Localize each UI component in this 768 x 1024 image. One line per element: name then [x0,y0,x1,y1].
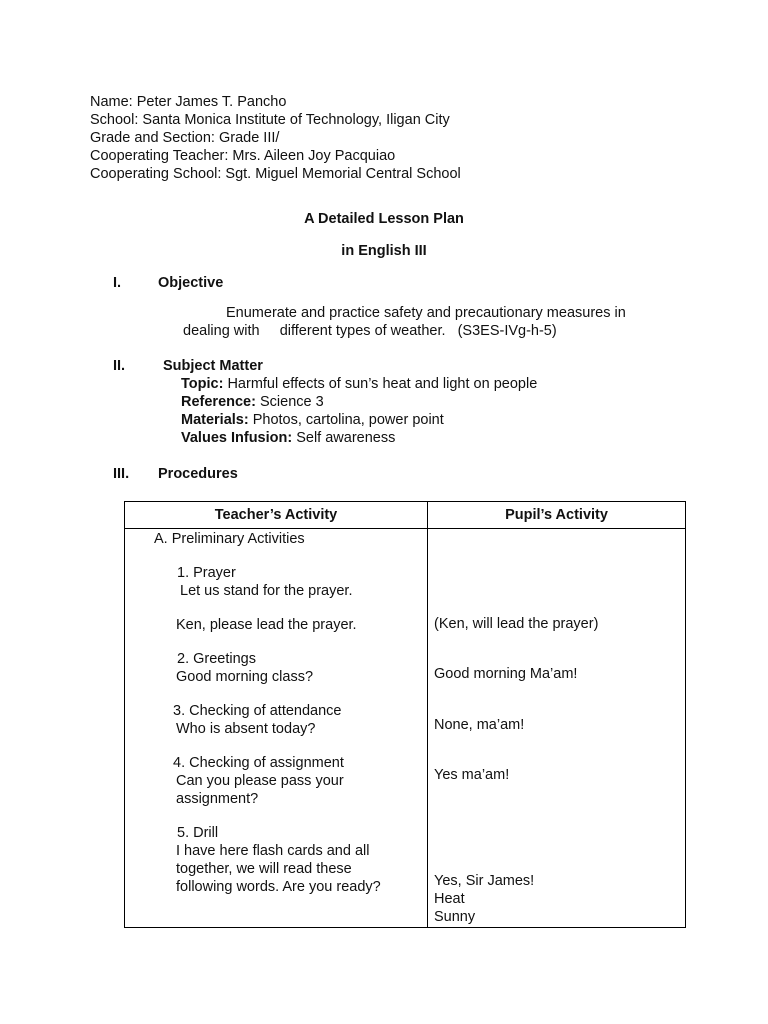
cooperating-teacher: Cooperating Teacher: Mrs. Aileen Joy Pacquiao [90,148,396,164]
values-line [181,429,395,447]
topic-value: Harmful effects of sun’s heat and light on people [223,376,538,392]
assignment-heading: 4. Checking of assignment [173,755,344,771]
subject-matter-heading: Subject Matter [163,358,263,374]
greetings-heading: 2. Greetings [177,651,256,667]
prayer-line2: Ken, please lead the prayer. [176,617,357,633]
objective-text-line2: dealing with different types of weather. (S3ES-IVg-h-5) [183,323,557,339]
attendance-heading: 3. Checking of attendance [173,703,342,719]
materials-label: Materials: [181,412,249,428]
drill-heading: 5. Drill [177,825,219,841]
teacher-activity-header: Teacher’s Activity [125,502,428,529]
pupil-prayer-response: (Ken, will lead the prayer) [434,616,599,632]
student-name: Name: Peter James T. Pancho [90,94,287,110]
prayer-line1: Let us stand for the prayer. [180,583,353,599]
school-name: School: Santa Monica Institute of Technology, Iligan City [90,112,450,128]
greetings-line1: Good morning class? [176,669,314,685]
preliminary-activities: A. Preliminary Activities [154,531,305,547]
pupil-drill-word-heat: Heat [434,891,465,907]
attendance-line1: Who is absent today? [176,721,316,737]
drill-line2: together, we will read these [176,861,352,877]
teacher-activity-cell [125,529,428,928]
materials-value: Photos, cartolina, power point [248,412,444,428]
objective-heading: Objective [158,275,224,291]
pupil-drill-word-sunny: Sunny [434,909,476,925]
reference-value: Science 3 [255,394,324,410]
pupil-activity-header: Pupil’s Activity [428,502,686,529]
grade-section: Grade and Section: Grade III/ [90,130,280,146]
prayer-heading: 1. Prayer [177,565,236,581]
procedures-table [124,501,686,928]
drill-line3: following words. Are you ready? [176,879,381,895]
drill-line1: I have here flash cards and all [176,843,370,859]
pupil-drill-response: Yes, Sir James! [434,873,535,889]
assignment-line1: Can you please pass your [176,773,344,789]
cooperating-school: Cooperating School: Sgt. Miguel Memorial Central School [90,166,461,182]
materials-line [181,411,444,429]
pupil-attendance-response: None, ma’am! [434,717,525,733]
document-title: A Detailed Lesson Plan [304,211,464,227]
values-label: Values Infusion: [181,430,293,446]
objective-numeral: I. [113,275,122,291]
pupil-greeting-response: Good morning Ma’am! [434,666,578,682]
pupil-activity-cell [428,529,686,928]
subject-matter-numeral: II. [113,358,126,374]
reference-label: Reference: [181,394,256,410]
reference-line [181,393,324,411]
procedures-numeral: III. [113,466,130,482]
student-info [90,93,461,183]
assignment-line2: assignment? [176,791,259,807]
topic-label: Topic: [181,376,224,392]
document-subtitle: in English III [341,243,427,259]
pupil-assignment-response: Yes ma’am! [434,767,510,783]
values-value: Self awareness [292,430,396,446]
topic-line [181,375,537,393]
objective-text-line1: Enumerate and practice safety and precautionary measures in [226,305,626,321]
procedures-heading: Procedures [158,466,238,482]
